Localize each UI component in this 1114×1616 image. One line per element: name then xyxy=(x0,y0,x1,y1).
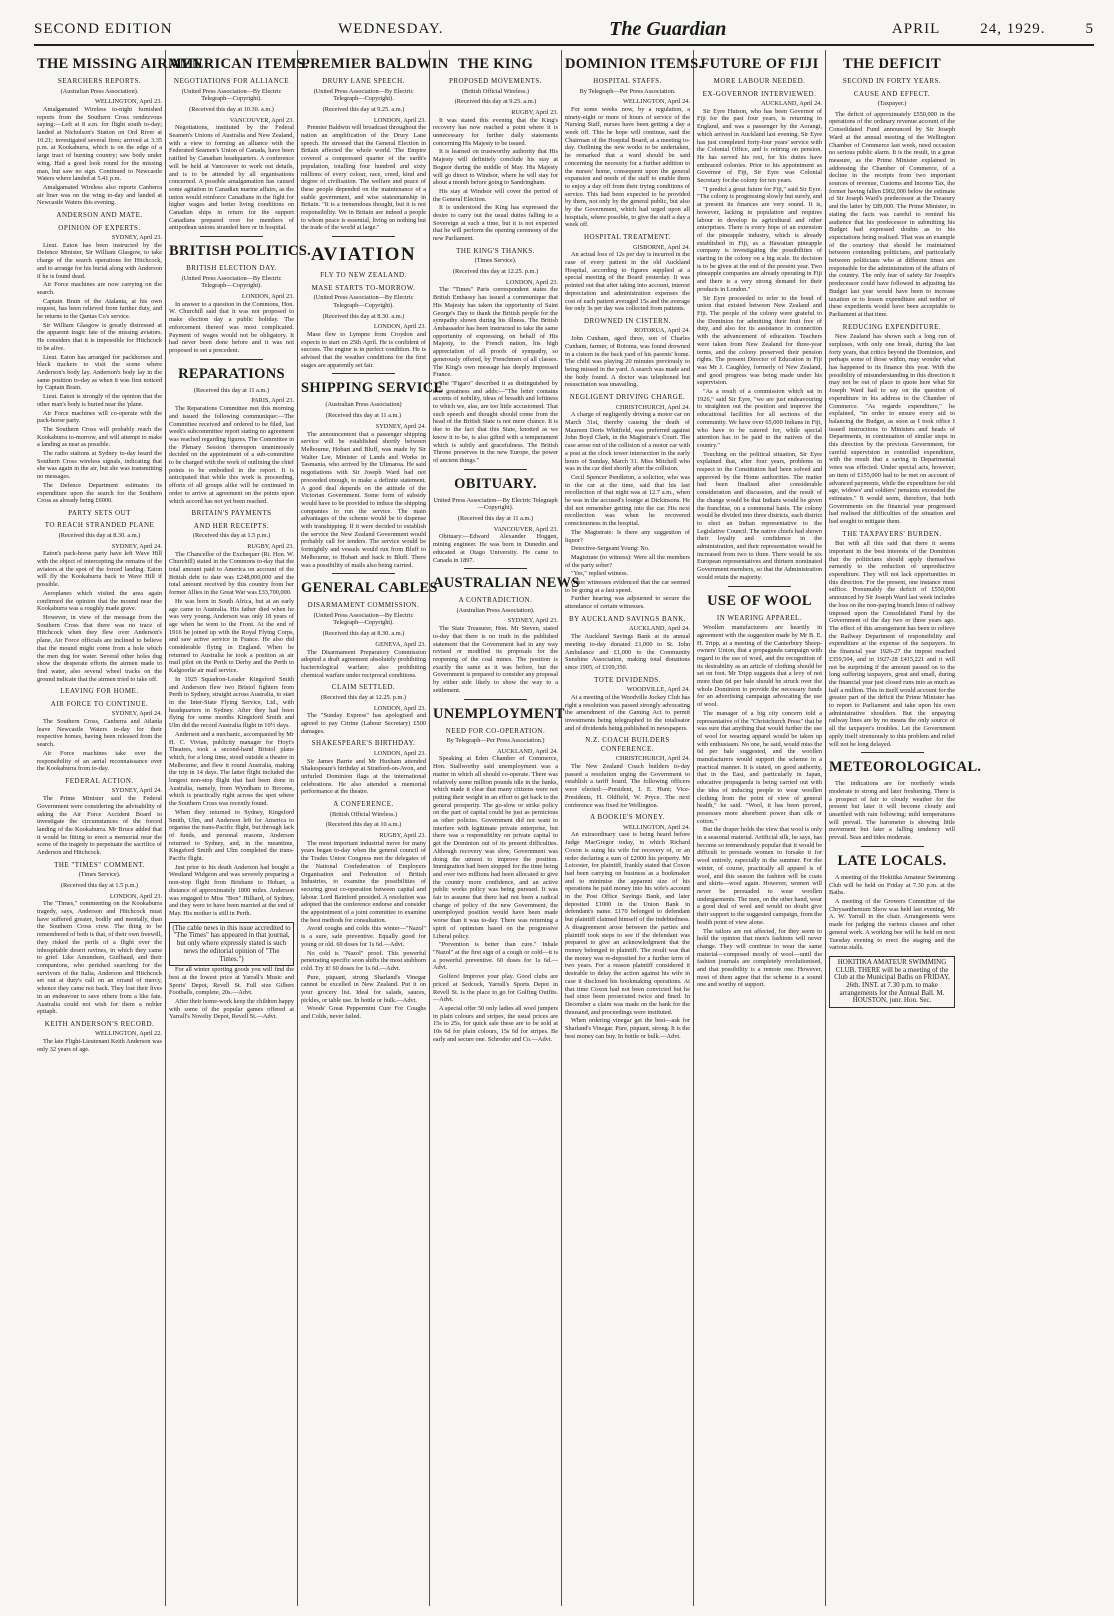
source-credit: By Telegraph—Per Press Association.) xyxy=(446,737,545,744)
sub-headline: N.Z. COACH BUILDERS CONFERENCE. xyxy=(585,736,670,753)
column-4 xyxy=(430,50,580,1606)
source-credit: (Received this day at 11 a.m.) xyxy=(193,386,270,394)
source-credit: (United Press Association—By Electric Telegraph—Copyright). xyxy=(181,274,282,290)
dateline: GENEVA, April 23. xyxy=(375,640,426,648)
sub-headline: A BOOKIE'S MONEY. xyxy=(590,813,665,822)
column-1 xyxy=(34,50,203,1606)
source-credit: (Received this day at 1.5 p.m.) xyxy=(192,532,271,540)
source-credit: (Received this day at 12.25. p.m.) xyxy=(452,268,539,276)
article-paragraph: The "Figaro" described it as distinguished by true greatness and adds:—"The letter contains accents of nobility, ideas of breadth and loftiness to which we, alas, are too little accustomed. That such speech and thought should come from the head of the British State is not mere chance. It is due to the fact that this State, knotted as we know it to be, is also gifted with a temperament which is subtly and gracefulness. The British Throne preserves in the new Europe, the power of ancient things." xyxy=(433,379,558,464)
dateline: SYDNEY, April 24. xyxy=(111,542,162,550)
article-paragraph: The New Zealand Coach builders to-day passed a resolution urging the Government to establish a tariff board. The following officers were elected:—President, J. E. Hunt; Vice-Presidents, H. Oldfield, W. Pryce. The next conference was fixed for Wellington. xyxy=(565,763,690,809)
source-credit: (Received this day at 11 a.m.) xyxy=(325,412,402,420)
sub-headline: NEED FOR CO-OPERATION. xyxy=(445,726,546,735)
dateline: WELLINGTON, April 24. xyxy=(622,823,690,831)
article-paragraph: "Prevention is better than cure." Inhale "Nazol" at the first sign of a cough or cold—it is a powerful preventive. 60 doses for 1s 6d.—Advt. xyxy=(433,941,558,972)
article-paragraph: But with all this said that there it seems important in the best interests of the Dominion that the politicians should apply themselves earnestly to the reduction of unproductive expenditure. They will not lack opportunities in this direction. For the present, one instance must suffice. Presumably the deficit of £550,000 announced by Sir Joseph Ward last week includes the loss on the non-paying branch lines of railway imposed upon the Consolidated Fund by the Government of the day two or three years ago. The effect of this arrangement has been to relieve the Railway Department of responsibility and expenditure at the expense of the taxpayers. In the financial year 1926-27 the impost reached £359,504, and in 1927-28 £415,221 and it will not be surprising if the amount passed on to the long suffering taxpayers, great and small, during the financial year just closed runs into as much as half a million. This in itself would account for the greater part of the deficit the Prime Minister has to report to Parliament and take upon his own administrative shoulders. But the unpaying railway lines are by no means the only source of all the taxpayer's troubles. Let the Government apply itself strenuously to this problem and relief will not be long delayed. xyxy=(829,540,955,748)
article-paragraph: John Cunham, aged three, son of Charles Cunham, farmer, of Rotoma, was found drowned in a cistern in the back yard of his parents' home. The child was playing 20 minutes previously to being missed in the yard. A search was made and the body found. A doctor was telephoned but resuscitation was unavailing. xyxy=(565,335,690,389)
headline: THE KING xyxy=(457,56,534,72)
article-paragraph: But the draper holds the view that wool is only in a seasonal material. Artificial silk, he says, has become so tremendously popular that it would be difficult to persuade women to forsake it for wool entirely, especially in the summer. For the winter, of course, practically all apparel is of wool, and this season the fashion will be coats and skirts—wool again. However, women will never be persuaded to wear woollen undergarments. The men, on the other hand, wear a good deal of wool and would no doubt give their support to the suggested campaign, from the health point of view alone. xyxy=(697,826,822,926)
article-paragraph: Amalgamated Wireless also reports Canberra air liner was on the wing to-day and landed at Newcastle Waters this evening. xyxy=(37,183,162,207)
headline: METEOROLOGICAL. xyxy=(829,759,982,776)
article-paragraph: The tailors are not affected, for they seem to hold the opinion that men's fashions will never change. They will continue to wear the same material—composed mostly of wool—until the fashion journals are completely revolutionised, and that possibility is a remote one. However, most of them agree that the scheme is a sound one and worthy of support. xyxy=(697,927,822,989)
article-paragraph: Lieut. Eaton has arranged for packhorses and black trackers to visit the scene where Anderson's body lay. Anderson's body lay in the same position to-day as when it was first noticed by Captain Brain. xyxy=(37,353,162,392)
sub-headline: NEGLIGENT DRIVING CHARGE. xyxy=(569,393,686,402)
headline: AMERICAN ITEMS. xyxy=(169,56,309,72)
article-paragraph: Speaking at Eden Chamber of Commerce, Hon. Stallworthy said unemployment was a matter in which all should co-operate. There was relatively some million pounds idle in the banks, which made it clear that many citizens were not putting their weight in an effort to get back to the general prosperity. The go-slow or strike policy on the part of capital could be just as pernicious as other policies. Government did not want to interfere with legitimate private enterprise, but there was a responsibility on private capital to get the Dominion out of its present difficulties. Although recovery was slow, Government was doing the utmost to improve the position. Immigration had been stopped for the time being and over two millions had been allocated to give the country more confidence, and an active public works policy was being pursued. It was fair to assume that there had not been a radical change of policy of the new Government, the unemployed position would have been made worse than it was to-day. There was returning a spirit of optimism based on the progressive Liberal policy. xyxy=(433,755,558,940)
headline: AUSTRALIAN NEWS xyxy=(433,575,580,592)
article-paragraph: Detective-Sergeant Young: No. xyxy=(571,545,650,553)
source-credit: (British Official Wireless.) xyxy=(461,87,530,95)
sub-headline: IN WEARING APPAREL. xyxy=(716,613,803,622)
column-rule xyxy=(200,236,263,237)
source-credit: (United Press Association—By Electric Telegraph—Copyright). xyxy=(313,611,414,627)
dateline: SYDNEY, April 23. xyxy=(507,617,558,625)
article-paragraph: Premier Baldwin will broadcast throughout the nation an amplification of the Drury Lane speech. He stressed that the General Election in Britain affected the whole world. The Empire covered a compressed quarter of the earth's population, totalling four hundred and sixty millions of every colour, race, creed, kind and degree of civilisation. The welfare and peace of these people depended on the maintenance of a stable government, and wise statesmanship in Britain. "It is a tremendous thought, but it is not responsibility. We in Britain are indeed a people to whom peace is essential, living on nothing but the trade of the world at large." xyxy=(301,124,426,232)
article-paragraph: Just prior to his death Anderson had bought a Westland Widgeon and was severely preparing a non-stop flight from Brisbane to Hobart, a distance of approximately 1800 miles. Anderson was engaged to Miss "Bon" Hilliard, of Sydney, and they were to have been married at the end of May. His mother is still in Perth. xyxy=(169,863,294,917)
source-credit: (Australian Press Association) xyxy=(325,401,402,409)
source-credit: (Received this day at 8.30. a.m.) xyxy=(58,531,141,539)
headline: FUTURE OF FIJI xyxy=(700,56,819,72)
sub-headline: THE TAXPAYERS' BURDEN. xyxy=(842,529,942,538)
article-paragraph: A charge of negligently driving a motor car on March 31st, thereby causing the death of Maureen Doris Whitfield, was preferred against John Boyd Clark, in the Magistrate's Court. The case arose out of the collision of a motor car with a post at the clock tower intersection in the early hours of Sunday, March 31. Miss Mitchell who was in the car died shortly after the collision. xyxy=(565,411,690,473)
date-group xyxy=(892,21,1094,38)
source-credit: (Received this day at 9.25. a.m.) xyxy=(322,105,405,113)
headline: LATE LOCALS. xyxy=(837,852,947,869)
source-credit: (Australian Press Association). xyxy=(60,87,139,95)
boxed-notice: HOKITIKA AMATEUR SWIMMING CLUB. THERE will be a meeting of the Club at the Municipal Baths on FRIDAY, 26th. INST. at 7.30 p.m. to make arrangements for the Annual Ball. M. HOUSTON, junr. Hon. Sec. xyxy=(829,956,955,1008)
source-credit: (Times Service). xyxy=(78,871,121,879)
sub-headline: KEITH ANDERSON'S RECORD. xyxy=(44,1019,155,1028)
month-label: APRIL xyxy=(891,20,941,37)
dateline: SYDNEY, April 23. xyxy=(111,234,162,242)
sub-headline: THE KING'S THANKS. xyxy=(456,246,535,255)
dateline: SYDNEY, April 24. xyxy=(111,710,162,718)
dateline: WOODVILLE, April 24. xyxy=(626,686,690,694)
article-paragraph: "As a result of a commission which sat in 1926," said Sir Eyre, "we are just endeavouring to straighten out the position and improve the educational facilities for all sections of the community. We have over 65,000 Indians in Fiji, who have to be catered for, while special attention has to be paid to the natives of the country." xyxy=(697,388,822,449)
column-rule xyxy=(464,699,527,700)
sub-headline: SECOND IN FORTY YEARS. xyxy=(842,77,942,85)
dateline: GISBORNE, April 24. xyxy=(632,243,690,251)
dateline: AUCKLAND, April 24. xyxy=(761,100,822,107)
dateline: SYDNEY, April 24. xyxy=(111,787,162,795)
article-paragraph: For all winter sporting goods you will find the best at the lowest price at Yarrall's Music and Sports' Depot, Revell St. Full size Gilbert Footballs, complete, 20s.—Advt. xyxy=(169,966,294,997)
sub-headline: AND HER RECEIPTS. xyxy=(193,521,270,530)
dateline: LONDON, April 23. xyxy=(373,704,426,712)
sub-headline: ANDERSON AND MATE. xyxy=(56,211,143,220)
source-credit: (Received this day at 11 a.m.) xyxy=(457,515,534,523)
article-paragraph: Sir Eyre proceeded to refer to the bond of union that existed between New Zealand and Fiji. The people of the colony were grateful to the Dominion for admitting their fruit free of duty, and also for its assistance in connection with the advancement of education. Teachers were taken from New Zealand for three-year terms, and the colony preserved their pension rights. The present Director of Education in Fiji was Mr J. Caughley, formerly of New Zealand, and good progress was being made under his supervision. xyxy=(697,294,822,387)
article-paragraph: "I predict a great future for Fiji," said Sir Eyre. "The colony is progressing slowly but surely, and at present its finances are very sound. It is, however, lacking in population and requires labour to develop its agricultural and other enterprises. There is every hope of an extension of the pineapple industry, which is already established in Fiji, as a Hawaiian pineapple company is investigating the possibilities of starting in the colony on a big scale. Its decision is to be given at the end of the present year. Two pineapple companies are already operating in Fiji and there is a very strong demand for their products in London." xyxy=(697,185,822,293)
article-paragraph: However, in view of the message from the Southern Cross that there was no trace of Hitchcock when they flew over Anderson's plane, Air Force officials are inclined to believe that the mound might come from a hole which the men dug for water. Several other holes dug show the desperate efforts the airmen made to find water, also several wheel tracks on the ground indicate that the airmen tried to take off. xyxy=(37,613,162,683)
column-3 xyxy=(298,50,449,1606)
article-paragraph: The late Flight-Lieutenant Keith Anderson was only 32 years of age. xyxy=(37,1038,162,1053)
article-paragraph: Aeroplanes which visited the area again confirmed the opinion that the mound near the Kookaburra was a roughly made grave. xyxy=(37,589,162,613)
sub-headline: MORE LABOUR NEEDED. xyxy=(713,77,806,85)
article-paragraph: In answer to a question in the Commons, Hon. W. Churchill said that it was not proposed to make election day a public holiday. The enforcement thereof was most complicated. Payment of wages would not be obligatory. It had never been done before and it was not proposed to set a precedent. xyxy=(169,300,294,354)
sub-headline: PROPOSED MOVEMENTS. xyxy=(448,77,543,85)
article-paragraph: Air Force machines are now carrying on the search. xyxy=(37,281,162,296)
article-paragraph: It is understood the King has expressed the desire to carry out the usual duties falling to a Sovereign at such a time, but it is not expected that he will perform the opening ceremony of the new Parliament. xyxy=(433,204,558,243)
sub-headline: FLY TO NEW ZEALAND. xyxy=(320,271,407,280)
article-paragraph: A meeting of the Hokitika Amateur Swimming Club will be held on Friday at 7.30 p.m. at the Baths. xyxy=(829,873,955,897)
column-rule xyxy=(332,373,395,374)
dateline: WELLINGTON, April 24. xyxy=(622,98,690,106)
sub-headline: A CONFERENCE. xyxy=(333,800,394,809)
article-paragraph: The indications are for northerly winds moderate to strong and later freshening. There is a prospect of fair to cloudy weather for the present but later it will become cloudy and unsettled with rain following; mild temperatures will prevail. The barometer is showing little movement but later a falling tendency will prevail. Seas and tides moderate. xyxy=(829,780,955,842)
article-paragraph: Captain Brain of the Atalanta, at his own request, has been relieved from further duty, and he returns to the Qantas Co's service. xyxy=(37,297,162,321)
dateline: LONDON, April 23. xyxy=(373,116,426,124)
article-paragraph: Air Force machines will co-operate with the pack-horse party. xyxy=(37,409,162,425)
article-paragraph: The deficit of approximately £550,000 in the operations of the ordinary revenue account of the Consolidated Fund announced by Sir Joseph Ward at the annual meeting of the Wellington Chamber of Commerce last week, need occasion no serious public alarm. It is the result, in a great measure, as the Prime Minister explained in addressing the Chamber of Commerce, of a decline in the receipts from two important sources of revenue, Customs and Income Tax, the former having fallen £902,000 below the estimate of Sir Joseph Ward's predecessor at the Treasury and the latter by £89,000. The Prime Minister, in stating the facts was careful to remind his audience that his predecessor in submitting his Budget had expressed doubts as to his expectations being realised. That was an example of the courtesy that should be maintained between contending politicians, and particularly between politicians who at different times are responsible for the administration of the affairs of the country. The only fear of safety Sir Joseph's predecessor could have followed in adjusting his Budget last year would have been to increase taxation or to lessen expenditure and neither of these expedients would have been acceptable to Parliament at that time. xyxy=(829,110,955,318)
source-credit: (Australian Press Association). xyxy=(456,606,535,614)
weekday-label: WEDNESDAY. xyxy=(338,20,444,37)
article-paragraph: The State Treasurer, Hon. Mr Steven, stated to-day that there is no truth in the published statement that the Government had in any way revised or modified its proposals for the reopening of the coal mines. The position is exactly the same as it was before, but the Government is prepared to consider any proposal by either side likely to show the way to a settlement. xyxy=(433,625,558,694)
dateline: RUGBY, April 23. xyxy=(247,542,294,550)
source-credit: (United Press Association—By Electric Telegraph—Copyright). xyxy=(313,87,414,103)
article-paragraph: The Southern Cross will probably reach the Kookaburra to-morrow, and will attempt to make a landing as near as possible. xyxy=(37,425,162,449)
article-paragraph: No cold is "Nazol" proof. This powerful penetrating specific soon shifts the most stubborn cold. Try it! 60 doses for 1s 6d.—Advt. xyxy=(301,949,426,972)
article-paragraph: Magistrate (to witness): Were all the members of the party sober? xyxy=(565,553,690,569)
dateline: LONDON, April 23. xyxy=(373,749,426,757)
article-paragraph: Lieut. Eaton has been instructed by the Defence Minister, Sir William Glasgow, to take charge of the search operations for Hitchcock, and to arrange for his burial along with Anderson if he is found dead. xyxy=(37,241,162,280)
column-rule xyxy=(464,568,527,569)
article-paragraph: Cecil Spencer Pendleton, a solicitor, who was in the car at the time, said that his last recollection of that night was at 12.7 a.m., when he was in the accused's lounge at Dickinsons. He did not remember getting into the car. His next recollection was when he recovered consciousness in the hospital. xyxy=(565,473,690,528)
sub-headline: REDUCING EXPENDITURE. xyxy=(842,322,942,331)
source-credit: United Press Association—By Electric Telegraph—Copyright). xyxy=(433,496,558,512)
sub-headline: CAUSE AND EFFECT. xyxy=(853,89,931,98)
headline: AVIATION xyxy=(310,244,417,266)
source-credit: (Received this day at 8.30. a.m.) xyxy=(322,312,405,320)
source-credit: (Received this day at 12.25. p.m.) xyxy=(320,693,407,701)
article-paragraph: Touching on the political situation, Sir Eyre explained that, after four years, problems in respect to the Constitution had been solved and approved by the Home authorities. The matter had been finalised after considerable consideration and discussion, and the result of the change would be that Indians would be given the franchise, on a communal basis. The colony would be divided into three districts, each district to elect an Indian representative to the Legislative Council. The native chiefs had shown their loyalty and confidence in the administration, and their representation would be increased from two to three. There would be six European representatives and thirteen nominated Government members, so that the Administration would retain the majority. xyxy=(697,450,822,581)
headline: BRITISH POLITICS. xyxy=(169,243,312,260)
article-paragraph: Pure, piquant, strong Sharland's Vinegar cannot be excelled in New Zealand. Put it on your grocery list. Ideal for salads, sauces, pickles, or table use. In bottle or bulk.—Advt. xyxy=(301,973,426,1004)
article-paragraph: A meeting of the Growers Committee of the Chrysanthemum Show was held last evening, Mr A. W. Yarrall in the chair. Arrangements were made for judging the various classes and other general work. A working bee will be held on next Tuesday evening to erect the staging and the various stalls. xyxy=(829,897,955,952)
dateline: CHRISTCHURCH, April 24. xyxy=(615,403,690,411)
paper-title: The Guardian xyxy=(609,17,727,40)
article-paragraph: In 1925 Squadron-Leader Kingsford Smith and Anderson flew two Bristol fighters from Perth to Sydney, straight across Australia, to start in the Inter-State Flying Service, Ltd., with headquarters in Sydney. After they had been flying for some months Kingsford Smith and Ulm did the record Australia flight in 10½ days. xyxy=(169,675,294,730)
article-paragraph: A special offer 50 only ladies all wool jumpers in plain colours and stripes, the usual prices are 15s to 25s, for quick sale these are to be sold at 10s 6d for plain colours, 15s 6d for stripes. Be early and secure one. Schroder and Co.—Advt. xyxy=(433,1004,558,1043)
dateline: AUCKLAND, April 24. xyxy=(497,747,558,755)
sub-headline: BY AUCKLAND SAVINGS BANK. xyxy=(568,614,687,623)
source-credit: (Taxpayer.) xyxy=(877,100,907,107)
boxed-notice: (The cable news in this issue accredited to "The Times" has appeared in that journal, but only where expressly stated is such news the editorial opinion of "The Times.") xyxy=(169,922,294,967)
column-rule xyxy=(861,752,924,753)
dateline: VANCOUVER, April 23. xyxy=(229,116,294,124)
news-columns xyxy=(34,50,1098,1606)
article-paragraph: His stay at Windsor will cover the period of the General Election. xyxy=(433,187,558,203)
article-paragraph: The Prime Minister said the Federal Government were considering the advisability of asking the Air Force Accident Board to investigate the circumstances of the forced landing of the Kookaburra. Mr Bruce added that it would be fitting to erect a memorial near the scene of the tragedy to perpetuate the sacrifice of Anderson and Hitchcock. xyxy=(37,795,162,857)
headline: THE MISSING AIRMEN xyxy=(37,56,203,72)
article-paragraph: When ordering vinegar get the best—ask for Sharland's Vinegar. Pure, piquant, strong. It is the best money can buy. In bottle or bulk.—Advt. xyxy=(565,1017,690,1040)
dateline: WELLINGTON, April 22. xyxy=(94,1030,162,1038)
sub-headline: OPINION OF EXPERTS. xyxy=(58,223,141,232)
article-paragraph: An actual loss of 12s per day is incurred in the case of every patient in the old Auckland Hospital, according to figures supplied at a special meeting of the Board yesterday. It was pointed out that after taking into account, interest depreciation and administration expenses the cost of each patient averaged 15s and the average fee only 3s per day was collected from patients. xyxy=(565,251,690,313)
article-paragraph: Woollen manufacturers are heartily in agreement with the suggestion made by Mr B. E. H. Tripp, at a meeting of the Canterbury Sheep-owners' Union, that a propaganda campaign with regard to the use of wool, and the recognition of its desirability as an article of clothing should be set on foot. Mr Tripp suggests that a levy of not more than 6d per bale should be struck over the whole Dominion to provide the necessary funds for an advertising campaign advocating the use of wool. xyxy=(697,624,822,709)
source-credit: (United Press Association—By Electric Telegraph—Copyright). xyxy=(313,294,414,309)
sub-headline: LEAVING FOR HOME. xyxy=(60,687,139,696)
headline: DOMINION ITEMS. xyxy=(565,56,703,72)
source-credit: (Received this day at 1.5 p.m.) xyxy=(60,881,139,889)
article-paragraph: After their home-work keep the children happy with some of the popular games offered at Yarrall's Novelty Depot, Revell St.—Advt. xyxy=(169,998,294,1021)
article-paragraph: When they returned to Sydney, Kingsford Smith, Ulm, and Anderson left for America to organise the trans-Pacific flight, but through lack of funds, and personal reasons, Anderson returned to Sydney, and, in the meantime, Kingsford Smith and Ulm completed the trans-Pacific flight. xyxy=(169,808,294,863)
dateline: LONDON, April 23. xyxy=(505,278,558,286)
dateline: AUCKLAND, April 24. xyxy=(629,625,690,633)
headline: PREMIER BALDWIN xyxy=(301,56,449,72)
dateline: PARIS, April 23. xyxy=(251,397,294,405)
sub-headline: A CONTRADICTION. xyxy=(458,596,533,605)
article-paragraph: Air Force machines take over the responsibility of an aerial reconnaissance over the Kookaburra from to-day. xyxy=(37,749,162,773)
source-credit: (Times Service). xyxy=(474,257,517,265)
headline: GENERAL CABLES xyxy=(301,580,438,597)
article-paragraph: Anderson and a mechanic, accompanied by Mr H. C. Vivian, publicity manager for Hoyt's Theatres, took a second-hand Bristol plane which, for a long time, stood outside a theatre in Melbourne, and flew it round Australia, making the trip in 14 days. The latter flight included the longest non-stop flight that had been done in Australia, namely, from Wyndham to Broome, which is practically right across the spot where the Southern Cross was recently found. xyxy=(169,730,294,808)
dateline: LONDON, April 23. xyxy=(373,323,426,331)
source-credit: (Received this day at 10.30. a.m.) xyxy=(189,105,274,113)
article-paragraph: Sir Eyre Hutson, who has been Governor of Fiji for the past four years, is returning to England, and was a passenger by the Aorangi, which arrived in Auckland last evening. Sir Eyre has just completed forty-four years' service with the Colonial Office, and is retiring on pension. He has served his rest, for his duties have embraced colonies. Prior to his appointment as Governor of Fiji, Sir Eyre was Colonial Secretary for the colony for ten years. xyxy=(697,107,822,185)
column-5 xyxy=(562,50,703,1606)
column-rule xyxy=(200,359,263,360)
article-paragraph: Further hearing was adjourned to secure the attendance of certain witnesses. xyxy=(565,595,690,611)
dateline: SYDNEY, April 24. xyxy=(375,422,426,430)
sub-headline: DISARMAMENT COMMISSION. xyxy=(307,601,420,610)
article-paragraph: At a meeting of the Woodville Jockey Club has right a resolution was passed strongly advocating the amendment of the Gaming Act to permit investments being telegraphed to the totalisator and of dividends being published in newspapers. xyxy=(565,693,690,732)
article-paragraph: The manager of a big city concern told a representative of the "Christchurch Press" that he was sure that anything that would further the use of wool for wearing apparel would be taken up with enthusiasm. No one, he said, would miss the 6d per bale suggested, and the woollen manufacturers would support the scheme in a practical manner. It is stated, on good authority, that in the East, and particularly in Japan, educative propaganda is being carried out with the idea of inducing people to wear woollen clothing from the point of view of general health," he said. "Wool, it has been proved, possesses more absorbent power than silk or cotton." xyxy=(697,709,822,825)
headline: OBITUARY. xyxy=(454,475,537,492)
article-paragraph: Avoid coughs and colds this winter—"Nazol" is a sure, safe preventive. Equally good for young or old. 60 doses for 1s 6d.—Advt. xyxy=(301,925,426,948)
sub-headline: THE "TIMES" COMMENT. xyxy=(54,860,145,869)
sub-headline: TO REACH STRANDED PLANE xyxy=(44,521,155,530)
column-2 xyxy=(166,50,312,1606)
sub-headline: FEDERAL ACTION. xyxy=(65,776,134,785)
column-rule xyxy=(861,846,924,847)
source-credit: By Telegraph—Per Press Association. xyxy=(579,87,676,95)
article-paragraph: Sir William Glasgow is greatly distressed at the apparent tragic fate of the missing aviators. He considers that it is impossible for Hitchcock to be alive. xyxy=(37,321,162,352)
dateline: LONDON, April 23. xyxy=(109,892,162,900)
article-paragraph: New Zealand has shown such a long run of surpluses, with only one break, during the last forty years, that critics beyond the Dominion, and perhaps some of those within, may wonder what has happened to its finance this year. With the possibility of misunderstanding in this direction it may not be out of place to quote here what Sir Joseph Ward had to say on the question of expenditure in his address to the Chamber of Commerce. "As regards expenditure," he explained, "in order to ensure every aid to balancing the Budget, as soon as I took office I issued instructions to Ministers and heads of Departments, in continuation of similar steps in this direction by the previous Government, for careful supervision in controlled expenditure, with the result that a saving in Departmental votes was effected. Under special acts, however, an item of £155,000 had to be met on account of advanced payments, while the expenditure for old age, widows' and soldiers' pensions exceeded the estimates." It would seem, therefore, that both Governments on the financial year progressed had realised the difficulties of the situation and had sought to mitigate them. xyxy=(829,333,955,526)
article-paragraph: "Yes," replied witness. xyxy=(571,570,628,578)
source-credit: (Received this day at 10 a.m.) xyxy=(325,821,402,829)
source-credit: (Received this day at 9.25. a.m.) xyxy=(454,98,537,106)
article-paragraph: The Auckland Savings Bank at its annual meeting to-day donated £1,000 to St. John Ambulance and £1,000 to the Community Sunshine Association, making total donations since 1905, of £109,350. xyxy=(565,633,690,671)
article-paragraph: Obituary:—Edward Alexander Hoggen, mining engineer. He was born in Dunedin and educated at Otago University. He came to Canada in 1897. xyxy=(433,533,558,564)
article-paragraph: It was stated this evening that the King's recovery has now reached a point where it is unnecessary for further daily statements concerning His Majesty to be issued. xyxy=(433,116,558,147)
sub-headline: NEGOTIATIONS FOR ALLIANCE xyxy=(173,77,290,85)
article-paragraph: The Magistrate: Is there any suggestion of liquor? xyxy=(565,528,690,544)
headline: USE OF WOOL xyxy=(707,592,812,609)
column-7 xyxy=(826,50,982,1606)
dateline: RUGBY, April 23. xyxy=(511,108,558,116)
article-paragraph: Mase flew to Lympne from Croydon and expects to start on 25th April. He is confident of success. The engine is in perfect condition. He is advised that the weather conditions for the first stages are apparently set fair. xyxy=(301,330,426,369)
article-paragraph: The most important industrial move for many years began to-day when the general council of the Trades Union Congress met the delegates of the National Confederation of Employers Organisation and Federation of British Industries, to examine the possibilities of securing great co-operation between capital and labour. Lord Bainford presided. A resolution was adopted that the conference endorse and consider the appointment of a joint committee to examine the best methods for consultation. xyxy=(301,839,426,924)
article-paragraph: Other witnesses evidenced that the car seemed to be going at a fast speed. xyxy=(565,579,690,594)
sub-headline: BRITISH ELECTION DAY. xyxy=(186,264,277,273)
article-paragraph: The Disarmament Preparatory Commission adopted a draft agreement absolutely prohibiting bacteriological warfare; also prohibiting chemical warfare under reciprocal conditions. xyxy=(301,648,426,679)
headline: UNEMPLOYMENT xyxy=(433,705,565,722)
sub-headline: PARTY SETS OUT xyxy=(68,508,131,517)
article-paragraph: The "Times," commenting on the Kookaburra tragedy, says, Anderson and Hitchcock must have suffered greater, bodily and mentally, than the Southern Cross crew. The thing to be remembered of both is that, of their own freewill, they risked the perils of a flight over the inhospitable desert ravines, in which they came to grief. Like Amundsen, Guilbaud, and their companions, who perished searching for the survivors of the Italia, Anderson and Hitchcock set out at duty's call on an errand of mercy, whence they came not back. They lost their lives in an endeavour to save others from a like fate. Australia could not wish for them a nobler epitaph. xyxy=(37,900,162,1016)
dateline: CHRISTCHURCH, April 24. xyxy=(615,755,690,763)
article-paragraph: The radio stations at Sydney to-day heard the Southern Cross wireless signals, indicating that she was again in the air, but she was transmitting no messages. xyxy=(37,450,162,481)
article-paragraph: The announcement that a passenger shipping service will be established shortly between Melbourne, Hobart and Bluff, was made by Sir Walter Lee, Minister of Lands and Works in Tasmania, who arrived by the Ulimaroa. He said negotiations with Sir Joseph Ward had not proceeded enough, to make a definite statement. A good deal depends on the attitude of the Victorian Government. Some form of subsidy would have to be provided to induce the shipping companies to run the service. The main advantages of the scheme would be to dispense with transhipping. If it were decided to establish the service the New Zealand Government would probably call for tenders. The service would be fortnightly and vessels would run from Bluff to Melbourne, to Hobart and back to Bluff. There was a possibility of mails also being carried. xyxy=(301,430,426,569)
sub-headline: MASE STARTS TO-MORROW. xyxy=(311,283,416,292)
masthead xyxy=(34,14,1094,46)
headline: REPARATIONS xyxy=(178,365,285,382)
headline: THE DEFICIT xyxy=(843,56,941,72)
dateline: ROTORUA, April 24. xyxy=(634,327,690,335)
article-paragraph: Lieut. Eaton is strongly of the opinion that the other man's body is buried near the 'plane. xyxy=(37,393,162,408)
column-rule xyxy=(464,469,527,470)
date-label: 24, 1929. xyxy=(980,20,1046,37)
article-paragraph: Negotiations, instituted by the Federal Seamen's Unions of Australia and New Zealand, with a view to forming an alliance with the Federated Seamen's Union of Canada, have been ratified by Canadian headquarters. A conference will be held at Vancouver to work out details, and is to be attended by all organisations concerned. A possible amalgamation has caused some agitation in Canadian marine affairs, as the union would reinforce Canadians in the fight for higher wages and better living conditions on Canadian ships in return for the support Canadians prepared over for members of antipodean unions stranded here or in hospital. xyxy=(169,124,294,232)
dateline: WELLINGTON, April 23. xyxy=(94,98,162,106)
column-6 xyxy=(694,50,826,1606)
dateline: LONDON, April 23. xyxy=(241,293,294,301)
sub-headline: CLAIM SETTLED. xyxy=(331,683,396,692)
article-paragraph: Amalgamated Wireless to-night furnished reports from the Southern Cross rendezvous saying:—Left at 8 a.m. for flight south to-day; landed at Nicholson's Station on Ord River at 10.21; investigated several fires; arrived at 3.35 p.m. at Kookaburra, which is on the edge of a large tract of burning country; saw body under wing. Had a good look round for the missing man, but saw no sign. Continued to Newcastle Waters where landed at 5.41 p.m. xyxy=(37,105,162,183)
article-paragraph: Sir James Barrie and Mr Huxham attended Shakespeare's birthday at Stratford-on-Avon, and unfurled Dominion flags at the international celebrations. He also attended a memorial performance at the theatre. xyxy=(301,757,426,796)
article-paragraph: He was born in South Africa, but at an early age came to Australia. His father died when he was very young. Anderson was only 18 years of age when he went to the Front. At the end of 1916 he joined up with the Royal Flying Corps, and saw active service in France. He also did considerable flying in England. When he returned to Australia he took a position as air mail pilot on the Perth to Derby and the Perth to Kalgoorlie air mail service. xyxy=(169,597,294,675)
sub-headline: HOSPITAL TREATMENT. xyxy=(584,233,671,242)
sub-headline: DROWNED IN CISTERN. xyxy=(583,316,672,325)
page-number: 5 xyxy=(1085,20,1094,37)
sub-headline: DRURY LANE SPEECH. xyxy=(322,77,405,85)
article-paragraph: The "Sunday Express" has apologised and agreed to pay Citrine (Labour Secretary) £500 damages. xyxy=(301,712,426,735)
column-rule xyxy=(332,236,395,237)
sub-headline: EX-GOVERNOR INTERVIEWED. xyxy=(702,89,817,98)
sub-headline: TOTE DIVIDENDS. xyxy=(594,675,661,684)
article-paragraph: It is learned on trustworthy authority that His Majesty will definitely conclude his stay at Bognor during the middle of May. His Majesty will go direct to Windsor, where he will stay for about a month before going to Sandringham. xyxy=(433,148,558,187)
headline: SHIPPING SERVICE xyxy=(301,380,444,397)
source-credit: (British Official Wireless.) xyxy=(329,810,398,818)
sub-headline: AIR FORCE TO CONTINUE. xyxy=(50,699,149,708)
source-credit: (United Press Association—By Electric Telegraph—Copyright). xyxy=(181,87,282,103)
source-credit: (Received this day at 8.30. a.m.) xyxy=(322,630,405,638)
article-paragraph: For some weeks now, by a regulation, a ninety-eight or more of hours of service of the Nursing Staff, nurses have been getting a day a week off. This he hope will continue, said the Chairman of the Hospital Board, at a meeting to-day. Outlining the new works to be undertaken, he remarked that a ward should be said concerning the necessity for a further addition to the nurses' home, consequent upon the general expansion and needs of the staff to enable them to enjoy a day off from their trying conditions of service. This had been expected to be provided by them, not only by the general public, but also by the Government, which had urged upon all hospitals, where possible, to give the staff a day a week off. xyxy=(565,105,690,229)
sub-headline: HOSPITAL STAFFS. xyxy=(593,77,662,85)
sub-headline: SEARCHERS REPORTS. xyxy=(57,77,142,85)
article-paragraph: The Chancellor of the Exchequer (Rt. Hon. W. Churchill) stated in the Commons to-day that the total amount paid to America on account of the British debt to date was £248,000,000 and the total amount received by this country from her former Allies in the Great War was £33,700,000. xyxy=(169,550,294,597)
column-rule xyxy=(332,573,395,574)
dateline: VANCOUVER, April 23. xyxy=(493,525,558,533)
sub-headline: BRITAIN'S PAYMENTS xyxy=(191,509,272,518)
sub-headline: SHAKESPEARE'S BIRTHDAY. xyxy=(311,739,416,748)
article-paragraph: An extraordinary case is being heard before Judge MacGregor today, in which Richard Coxon is suing his wife for recovery of, or an order declaring a sum of £2000 his property. Mr Leicester, for plaintiff, frankly stated that Coxon had been carrying on business as a bookmaker and to minimise the apparent size of his operations he paid money into his wife's account in the Post Office Savings Bank, and later deposited £1000 in the Union Bank in defendant's name. £170 belonged to defendant but plaintiff claimed himself of the indebtedness. A disagreement arose between the parties and plaintiff took steps to see if the defendant was prepared to give an acknowledgment that the money belonged to plaintiff. The result was that the money was re-deposited for a further term of two years. For a reason plaintiff considered it desirable to delay the action against his wife in case it disclosed his bookmaking operations. At that time Coxon had not been convicted but he had since been prosecuted twice and fined. In December a claim was made on the bank for the thousand, and proceedings were instituted. xyxy=(565,831,690,1016)
edition-label: SECOND EDITION xyxy=(34,20,173,37)
column-rule xyxy=(728,586,791,587)
article-paragraph: Woods' Great Peppermint Cure For Coughs and Colds, never failed. xyxy=(301,1005,426,1021)
article-paragraph: Golfers! Improve your play. Good clubs are priced at Sedcock, Yarrall's Sports Depot in Revell St. is the place to go for Golfing Outfits.—Advt. xyxy=(433,973,558,1004)
article-paragraph: The "Times" Paris correspondent states the British Embassy has issued a communique that His Majesty has taken the opportunity of Saint George's Day to thank the British people for the sympathy shown during his illness. The British Ambassador has been instructed to take the same opportunity of expressing, on behalf of His Majesty, to the French nation, his high appreciation of all proofs of sympathy, so generously offered, by Frenchmen of all classes. The King's own message has deeply impressed France. xyxy=(433,286,558,379)
article-paragraph: The Reparations Committee met this morning and issued the following communique:—The Committee received and ordered to be filed, last week's subcommittee report stating no agreement was reached regarding figures. The Committee in the Plenary Session thereupon unanimously decided on the appointment of a sub-committee to be charged with the work of outlining the chief points to be embodied in the report. It is anticipated that while this work is proceeding, efforts of all groups alike will be continued in order to arrive at agreement on the points upon which accord has not yet been reached. xyxy=(169,405,294,505)
article-paragraph: The Southern Cross, Canberra and Atlanta leave Newcastle Waters to-day for their respective homes, having been released from the search. xyxy=(37,718,162,749)
article-paragraph: Eaton's pack-horse party have left Wave Hill with the object of intercepting the remains of the aviators at the spot of the forced landing. Eaton will fly the Kookaburra back to Wave Hill if possible. xyxy=(37,550,162,589)
article-paragraph: The Defence Department estimates its expenditure upon the search for the Southern Cross as already being £6000. xyxy=(37,481,162,505)
dateline: RUGBY, April 23. xyxy=(379,832,426,840)
